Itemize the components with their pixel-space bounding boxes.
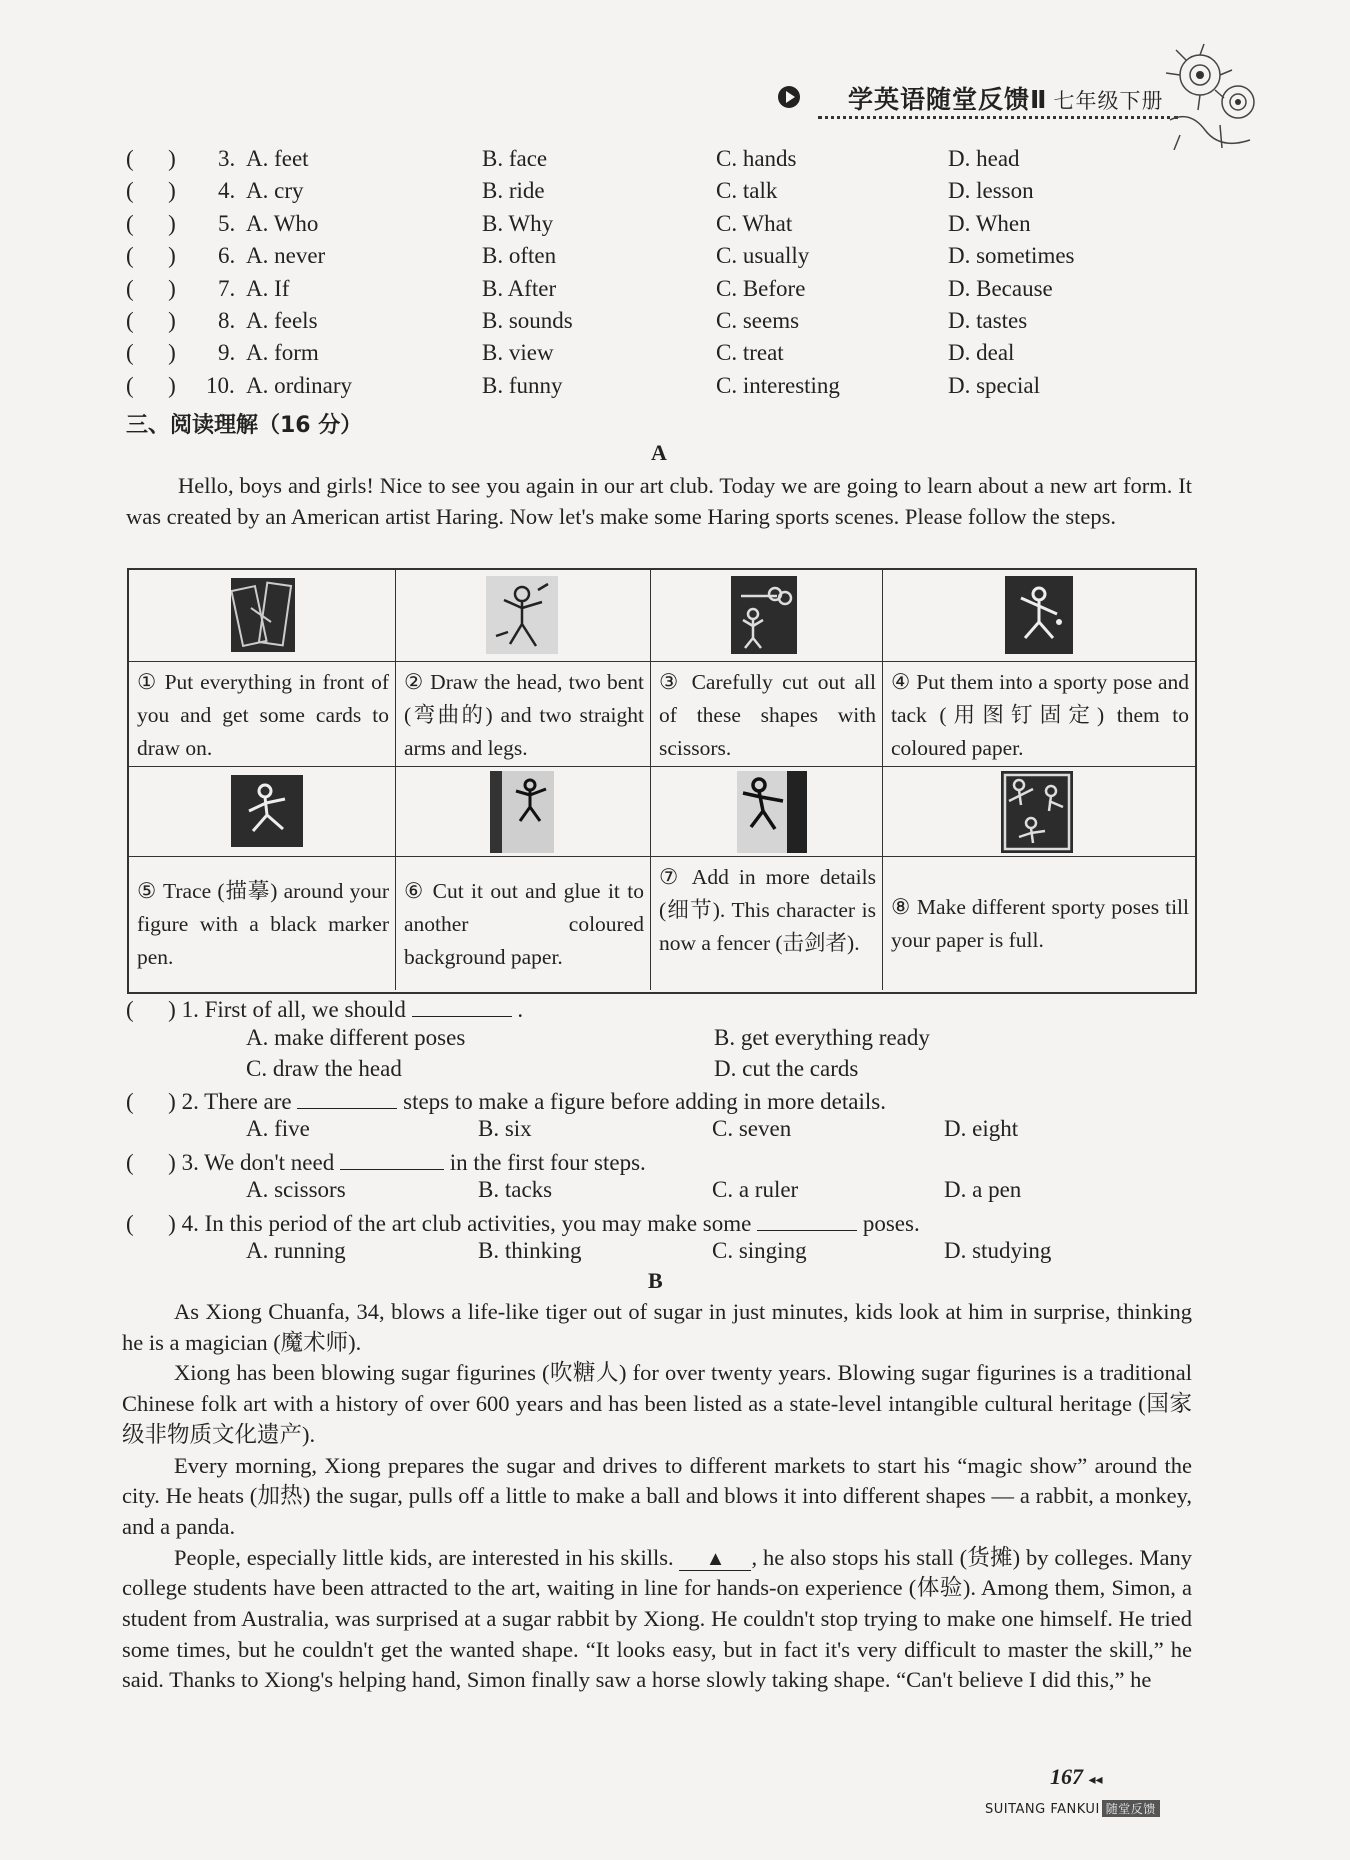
question-number: 1. <box>181 997 199 1022</box>
option-a: A. Who <box>246 210 319 236</box>
answer-option: B. six <box>478 1116 532 1141</box>
question-number: 8. <box>218 308 236 333</box>
option-a: A. If <box>246 275 290 301</box>
answer-option: C. seven <box>712 1116 792 1141</box>
step-6-text: ⑥ Cut it out and glue it to another coloured background paper. <box>396 857 651 990</box>
option-d: D. tastes <box>948 308 1028 333</box>
question-line <box>126 1086 886 1115</box>
answer-option: A. five <box>246 1116 310 1141</box>
answer-parenthesis[interactable]: ( ) <box>126 178 176 204</box>
passage-b-paragraph: People, especially little kids, are interested in his skills. ▲ , he also stops his stall (货摊) by colleges. Many college students have been attracted to the art, waiting in line for hands-on experience (体验). Among them, Simon, a student from Australia, was surprised at a sugar rabbit by Xiong. He couldn't stop trying to make one himself. He tried some times, but he couldn't get the wanted shape. “It looks easy, but in fact it's very difficult to master the skill,” he said. Thanks to Xiong's helping hand, Simon finally saw a horse slowly taking shape. “Can't believe I did this,” he <box>122 1544 1192 1693</box>
page-number: 167 ◂◂ <box>1050 1764 1103 1789</box>
answer-parenthesis[interactable]: ( ) <box>126 210 176 236</box>
answer-blank[interactable] <box>340 1147 444 1170</box>
steps-table <box>127 568 1197 994</box>
option-a: A. never <box>246 243 326 269</box>
question-stem: We don't need <box>204 1150 335 1175</box>
answer-blank[interactable] <box>412 994 512 1017</box>
passage-b-letter: B <box>648 1268 663 1293</box>
question-number: 3. <box>218 146 236 171</box>
option-c: C. seems <box>716 308 800 333</box>
passage-b-paragraph: Xiong has been blowing sugar figurines (吹糖人) for over twenty years. Blowing sugar figurines is a traditional Chinese folk art with a history of over 600 years and has been listed as a state-level intangible cultural heritage (国家级非物质文化遗产). <box>122 1360 1192 1447</box>
step-2-picture-cell <box>396 570 651 662</box>
flower-decoration-icon <box>1160 40 1270 150</box>
option-d: D. special <box>948 372 1040 398</box>
answer-option: D. eight <box>944 1116 1019 1141</box>
question-number: 4. <box>181 1211 199 1236</box>
answer-option: B. tacks <box>478 1177 553 1202</box>
option-d: D. Because <box>948 275 1053 301</box>
option-b: B. funny <box>482 372 563 398</box>
option-c: C. hands <box>716 146 797 171</box>
step-6-picture <box>490 771 554 853</box>
grade-label: 七年级下册 <box>1053 89 1164 113</box>
answer-option: A. running <box>246 1238 346 1263</box>
step-8-picture <box>1001 771 1073 853</box>
option-a: A. ordinary <box>246 372 353 398</box>
option-c: C. talk <box>716 178 778 204</box>
step-2-picture <box>486 576 558 654</box>
answer-option: B. thinking <box>478 1238 582 1263</box>
answer-parenthesis[interactable]: ( ) <box>126 308 176 333</box>
answer-option: D. studying <box>944 1238 1052 1263</box>
option-c: C. What <box>716 210 793 236</box>
option-b: B. view <box>482 340 554 366</box>
section-heading: 三、阅读理解（16 分） <box>126 413 363 438</box>
option-c: C. interesting <box>716 372 840 398</box>
step-3-text: ③ Carefully cut out all of these shapes with scissors. <box>651 662 883 767</box>
question-stem-end: . <box>517 997 524 1022</box>
answer-parenthesis[interactable]: ( ) <box>126 275 176 301</box>
answer-option: C. a ruler <box>712 1177 799 1202</box>
option-c: C. usually <box>716 243 810 269</box>
question-stem: First of all, we should <box>204 997 406 1022</box>
page-header-title <box>848 80 1163 116</box>
step-5-picture <box>231 775 303 847</box>
footer-brand: SUITANG FANKUI 随堂反馈 <box>985 1800 1160 1817</box>
step-4-picture <box>1005 576 1073 654</box>
answer-blank-triangle[interactable]: ▲ <box>679 1548 751 1571</box>
step-3-picture <box>731 576 797 654</box>
question-line <box>126 1208 920 1237</box>
answer-option: D. cut the cards <box>714 1056 859 1081</box>
option-c: C. treat <box>716 340 784 366</box>
answer-option: A. make different poses <box>246 1025 466 1050</box>
answer-option: A. scissors <box>246 1177 346 1202</box>
footer-brand-box: 随堂反馈 <box>1102 1800 1160 1817</box>
option-c: C. Before <box>716 275 806 301</box>
step-5-text: ⑤ Trace (描摹) around your figure with a black marker pen. <box>129 857 396 990</box>
question-stem-end: in the first four steps. <box>449 1150 646 1175</box>
question-number: 4. <box>218 178 236 204</box>
arrows-icon: ◂◂ <box>1088 1773 1103 1788</box>
question-number: 10. <box>206 372 235 398</box>
passage-a-letter: A <box>651 440 667 465</box>
question-line <box>126 994 523 1023</box>
passage-b-paragraph: Every morning, Xiong prepares the sugar and drives to different markets to start his “magic show” around the city. He heats (加热) the sugar, pulls off a little to make a ball and blows it into different shapes — a rabbit, a monkey, and a panda. <box>122 1452 1192 1539</box>
step-3-picture-cell <box>651 570 883 662</box>
option-d: D. lesson <box>948 178 1034 204</box>
question-number: 3. <box>181 1150 199 1175</box>
step-8-text: ⑧ Make different sporty poses till your paper is full. <box>891 895 1189 952</box>
option-b: B. often <box>482 243 557 269</box>
answer-option: C. singing <box>712 1238 807 1263</box>
answer-option: C. draw the head <box>246 1056 402 1081</box>
question-number: 6. <box>218 243 236 269</box>
answer-blank[interactable] <box>757 1208 857 1231</box>
book-title: 学英语随堂反馈Ⅱ <box>848 85 1048 114</box>
question-line <box>126 1147 646 1176</box>
step-8-picture-cell <box>883 767 1195 857</box>
step-4-picture-cell <box>883 570 1195 662</box>
passage-b-paragraph: As Xiong Chuanfa, 34, blows a life-like tiger out of sugar in just minutes, kids look at him in surprise, thinking he is a magician (魔术师). <box>122 1299 1192 1355</box>
answer-option: D. a pen <box>944 1177 1022 1202</box>
step-1-text: ① Put everything in front of you and get some cards to draw on. <box>129 662 396 767</box>
option-d: D. When <box>948 210 1031 236</box>
option-d: D. sometimes <box>948 243 1075 269</box>
question-stem: There are <box>204 1089 292 1114</box>
step-5-picture-cell <box>129 767 396 857</box>
answer-parenthesis[interactable]: ( ) <box>126 146 176 171</box>
answer-parenthesis[interactable]: ( ) <box>126 1211 176 1236</box>
option-d: D. head <box>948 146 1020 171</box>
answer-parenthesis[interactable]: ( ) <box>126 1089 176 1114</box>
step-7-text: ⑦ Add in more details (细节). This character is now a fencer (击剑者). <box>651 857 883 990</box>
option-b: B. face <box>482 146 548 171</box>
option-d: D. deal <box>948 340 1015 366</box>
step-6-picture-cell <box>396 767 651 857</box>
answer-parenthesis[interactable]: ( ) <box>126 243 176 269</box>
option-a: A. feet <box>246 146 309 171</box>
answer-parenthesis[interactable]: ( ) <box>126 372 176 398</box>
answer-option: B. get everything ready <box>714 1025 930 1050</box>
play-icon <box>778 86 800 108</box>
answer-blank[interactable] <box>297 1086 397 1109</box>
question-stem-end: steps to make a figure before adding in more details. <box>403 1089 886 1114</box>
step-4-text: ④ Put them into a sporty pose and tack (用图钉固定) them to coloured paper. <box>883 662 1195 767</box>
passage-a-intro-text: Hello, boys and girls! Nice to see you again in our art club. Today we are going to learn about a new art form. It was created by an American artist Haring. Now let's make some Haring sports scenes. Please follow the steps. <box>126 473 1192 529</box>
passage-a-intro <box>126 470 1192 532</box>
step-2-text: ② Draw the head, two bent (弯曲的) and two straight arms and legs. <box>396 662 651 767</box>
question-number: 7. <box>218 275 236 301</box>
question-stem: In this period of the art club activities, you may make some <box>204 1211 752 1236</box>
answer-parenthesis[interactable]: ( ) <box>126 997 176 1022</box>
option-a: A. cry <box>246 178 304 204</box>
step-1-picture-cell <box>129 570 396 662</box>
option-a: A. form <box>246 340 319 366</box>
step-1-picture <box>231 578 295 652</box>
answer-parenthesis[interactable]: ( ) <box>126 1150 176 1175</box>
option-b: B. Why <box>482 210 554 236</box>
option-b: B. sounds <box>482 308 573 333</box>
question-number: 2. <box>181 1089 199 1114</box>
answer-parenthesis[interactable]: ( ) <box>126 340 176 366</box>
option-a: A. feels <box>246 308 318 333</box>
step-7-picture-cell <box>651 767 883 857</box>
option-b: B. ride <box>482 178 545 204</box>
question-number: 5. <box>218 210 236 236</box>
option-b: B. After <box>482 275 557 301</box>
header-divider <box>818 116 1178 119</box>
passage-b <box>122 1297 1192 1696</box>
question-stem-end: poses. <box>862 1211 920 1236</box>
question-number: 9. <box>218 340 236 366</box>
step-7-picture <box>737 771 807 853</box>
